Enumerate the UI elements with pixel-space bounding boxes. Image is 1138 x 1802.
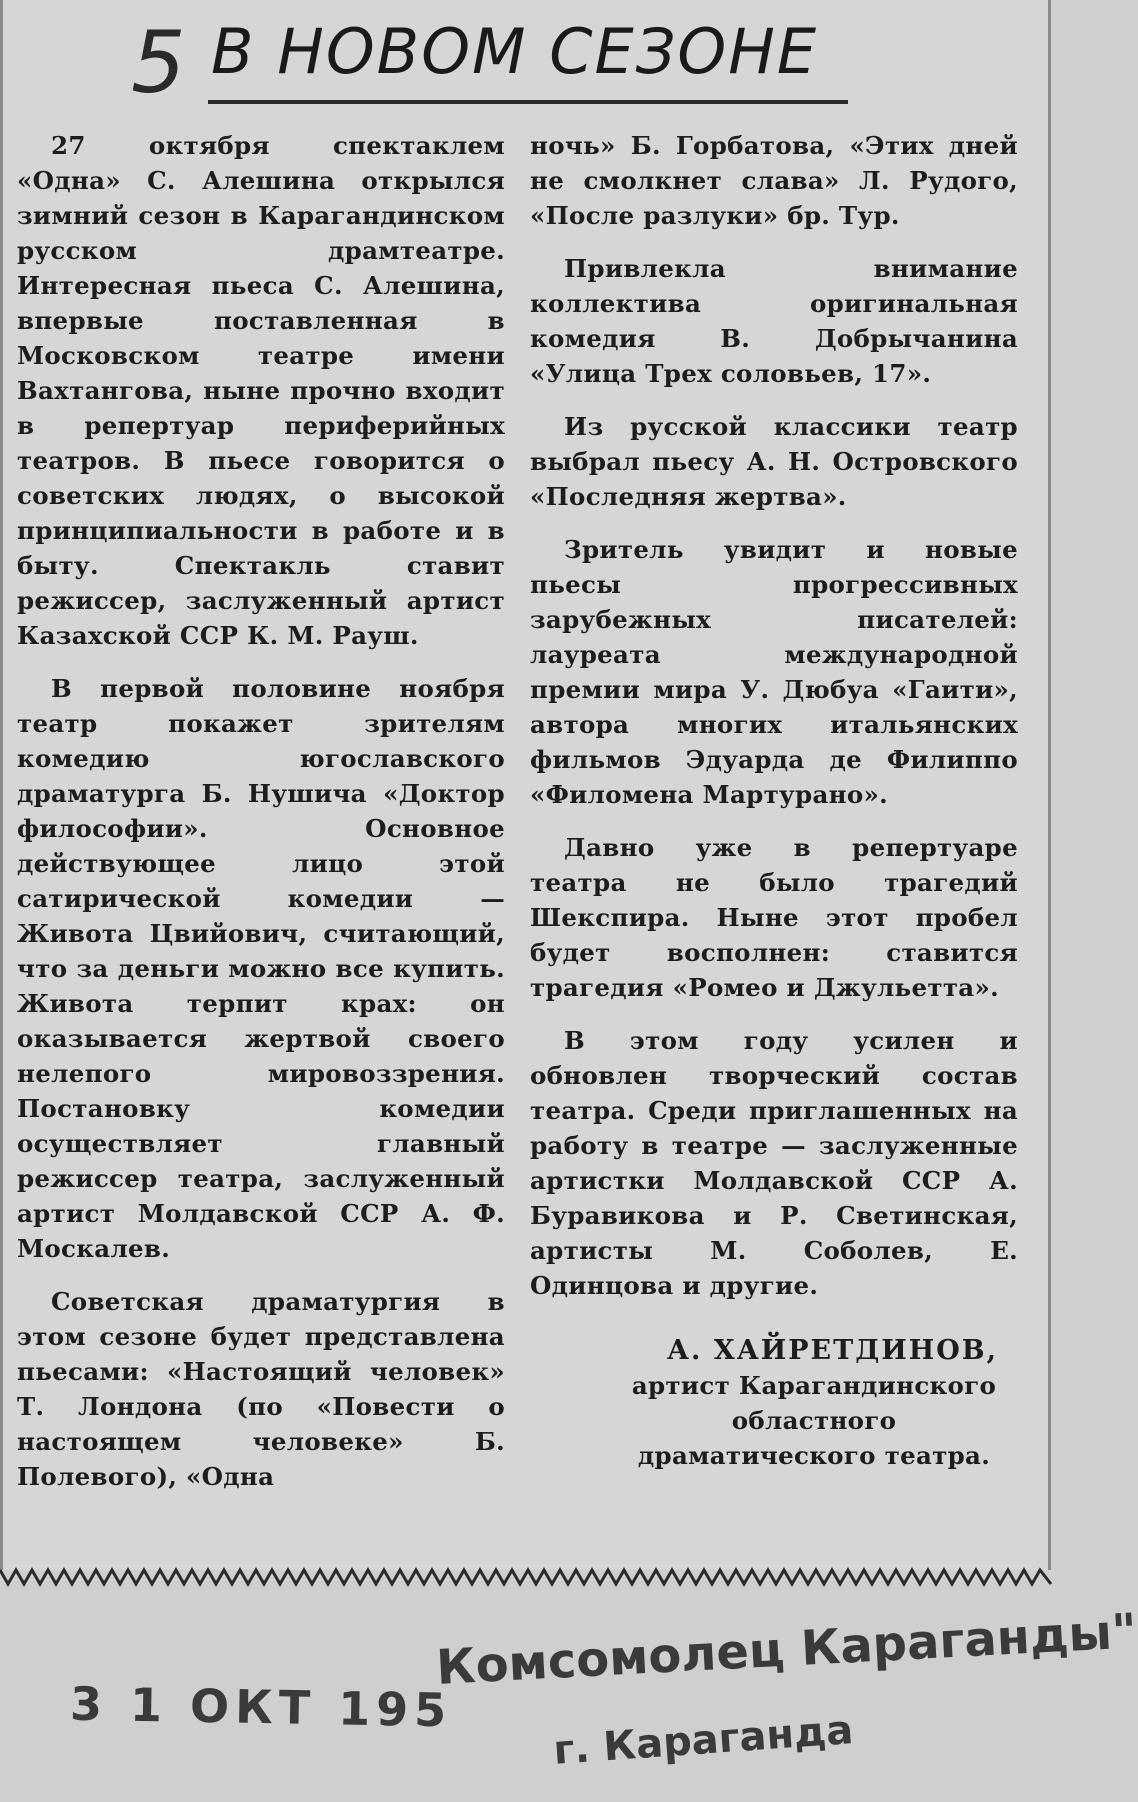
clipping-zigzag-border [0,1566,1051,1588]
author-role: артист Карагандинского областного драматического театра. [631,1371,997,1470]
author-signature [530,1333,1018,1473]
paragraph: В первой половине ноября театр покажет зрителям комедию югославского драматурга Б. Нушича «Доктор философии». Основное действующее лицо этой сатирической комедии — Живота Цвийович, считающий, что за деньги можно все купить. Живота терпит крах: он оказывается жертвой своего нелепого мировоззрения. Постановку комедии осуществляет главный режиссер театра, заслуженный артист Молдавской ССР А. Ф. Москалев. [17,674,505,1263]
paragraph: ночь» Б. Горбатова, «Этих дней не смолкнет слава» Л. Рудого, «После разлуки» бр. Тур. [530,131,1018,230]
paragraph: Привлекла внимание коллектива оригинальная комедия В. Добрычанина «Улица Трех соловьев, 17». [530,254,1018,388]
author-name: А. ХАЙРЕТДИНОВ, [667,1335,998,1366]
stamp-city: г. Караганда [552,1707,855,1774]
article-column-left [17,128,505,1512]
paragraph: 27 октября спектаклем «Одна» С. Алешина открылся зимний сезон в Карагандинском русском драмтеатре. Интересная пьеса С. Алешина, впервые поставленная в Московском театре имени Вахтангова, ныне прочно входит в репертуар периферийных театров. В пьесе говорится о советских людях, о высокой принципиальности в работе и в быту. Спектакль ставит режиссер, заслуженный артист Казахской ССР К. М. Рауш. [17,131,505,650]
paragraph: Советская драматургия в этом сезоне будет представлена пьесами: «Настоящий человек» Т. Лондона (по «Повести о настоящем человеке» Б. Полевого), «Одна [17,1287,505,1491]
paragraph: Давно уже в репертуаре театра не было трагедий Шекспира. Ныне этот пробел будет восполнен: ставится трагедия «Ромео и Джульетта». [530,833,1018,1002]
article-column-right [530,128,1018,1473]
stamp-date: 3 1 ОКТ 195 [69,1676,453,1738]
article-headline: В НОВОМ СЕЗОНЕ [211,15,819,88]
paragraph: В этом году усилен и обновлен творческий состав театра. Среди приглашенных на работу в театре — заслуженные артистки Молдавской ССР А. Буравикова и Р. Светинская, артисты М. Соболев, Е. Одинцова и другие. [530,1026,1018,1300]
handwritten-number: 5 [131,13,186,113]
headline-underline [208,100,848,104]
newspaper-stamp [69,1603,1138,1790]
paragraph: Из русской классики театр выбрал пьесу А. Н. Островского «Последняя жертва». [530,412,1018,511]
paragraph: Зритель увидит и новые пьесы прогрессивных зарубежных писателей: лауреата международной премии мира У. Дюбуа «Гаити», автора многих итальянских фильмов Эдуарда де Филиппо «Филомена Мартурано». [530,535,1018,809]
stamp-newspaper-name: Комсомолец Караганды" [435,1603,1138,1696]
